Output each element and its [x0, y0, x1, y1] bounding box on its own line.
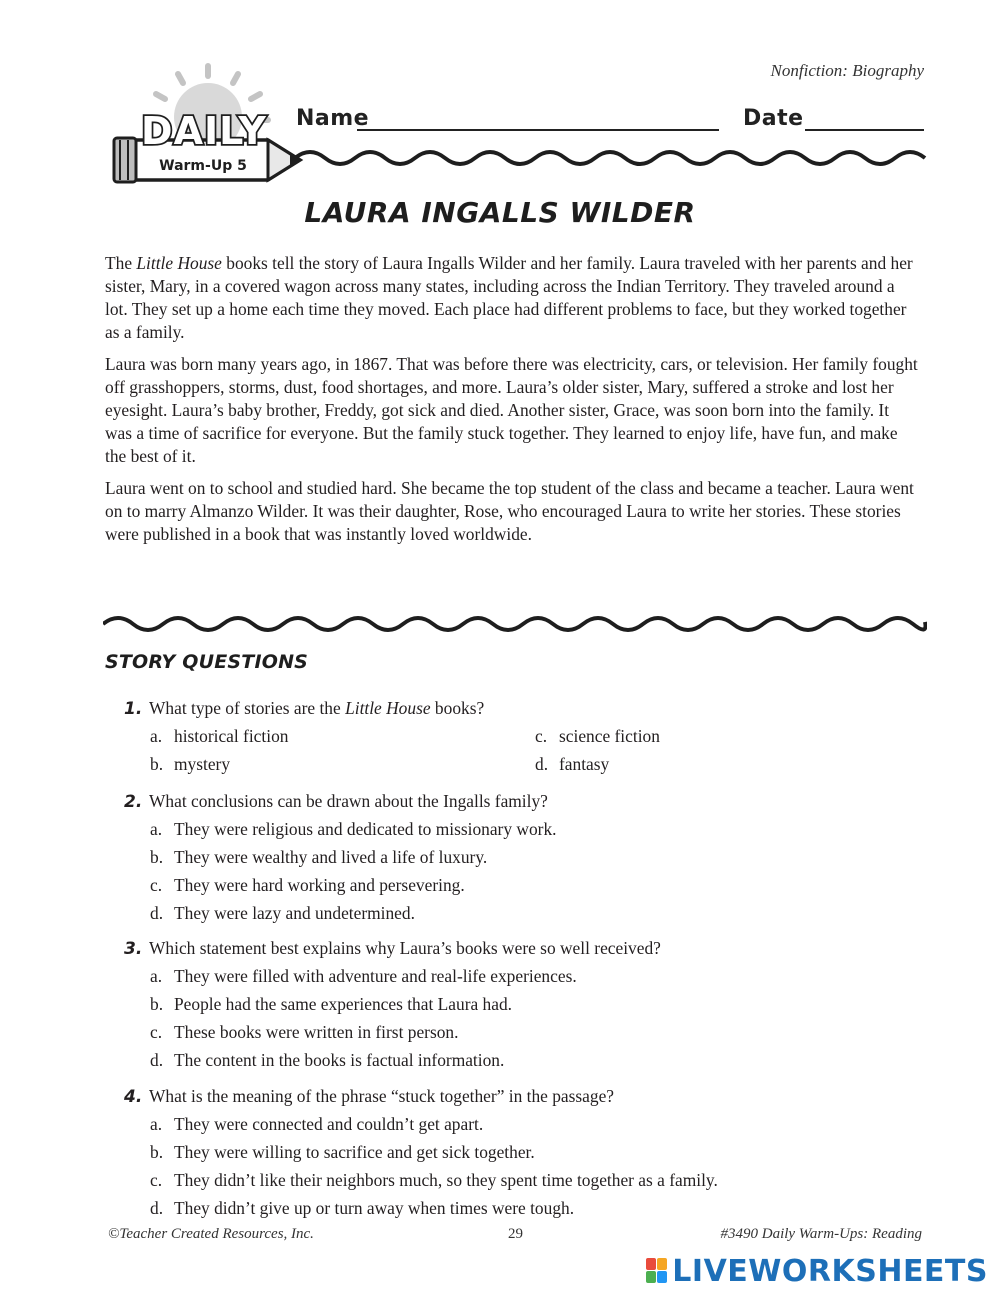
passage-paragraph-3: Laura went on to school and studied hard. She became the top student of the class and became a teacher. Laura went on to marry Almanzo Wilder. It was their daughter, Rose, who encouraged Laura to write her stories. These stories were published in a book that was instantly loved worldwide.	[105, 478, 914, 544]
answer-option[interactable]: c. They were hard working and persevering.	[150, 875, 465, 895]
daily-warmup-logo	[108, 62, 313, 187]
liveworksheets-logo[interactable]	[646, 1254, 988, 1289]
question-2	[124, 787, 924, 927]
page-number: 29	[508, 1226, 523, 1242]
footer-copyright: ©Teacher Created Resources, Inc.	[108, 1226, 314, 1242]
blocks-icon	[646, 1258, 668, 1284]
svg-text:DAILY: DAILY	[141, 109, 267, 153]
story-questions-title: STORY QUESTIONS	[105, 651, 309, 673]
question-1	[124, 694, 924, 778]
answer-option[interactable]: d. The content in the books is factual information.	[150, 1050, 505, 1070]
footer-book-title: #3490 Daily Warm-Ups: Reading	[720, 1226, 922, 1242]
answer-option[interactable]: c. science fiction	[535, 726, 660, 746]
date-label: Date	[743, 106, 804, 131]
answer-option[interactable]: b. They were willing to sacrifice and get sick together.	[150, 1142, 535, 1162]
question-stem: 3. Which statement best explains why Laura’s books were so well received?	[124, 938, 661, 959]
answer-option[interactable]: b. People had the same experiences that Laura had.	[150, 994, 513, 1014]
question-stem: 1. What type of stories are the Little House books?	[124, 698, 485, 719]
daily-logo-text	[141, 109, 267, 153]
answer-option[interactable]: a. historical fiction	[150, 726, 289, 746]
name-label: Name	[296, 106, 370, 131]
question-3	[124, 934, 924, 1074]
answer-option[interactable]: a. They were connected and couldn’t get apart.	[150, 1114, 484, 1134]
answer-option[interactable]: c. They didn’t like their neighbors much, so they spent time together as a family.	[150, 1170, 718, 1190]
genre-label: Nonfiction: Biography	[770, 61, 924, 80]
section-wave-divider	[103, 612, 927, 636]
answer-option[interactable]: c. These books were written in first person.	[150, 1022, 459, 1042]
answer-option[interactable]: a. They were religious and dedicated to missionary work.	[150, 819, 557, 839]
answer-option[interactable]: d. fantasy	[535, 754, 610, 774]
answer-option[interactable]: d. They didn’t give up or turn away when times were tough.	[150, 1198, 575, 1218]
liveworksheets-text: LIVEWORKSHEETS	[672, 1254, 988, 1289]
name-field[interactable]	[357, 129, 719, 131]
question-4	[124, 1082, 924, 1222]
logo-subtitle: Warm-Up 5	[159, 158, 247, 174]
passage-paragraph-1: The Little House books tell the story of Laura Ingalls Wilder and her family. Laura traveled with her parents and her sister, Mary, in a covered wagon across many states, including across the Indian Territory. They traveled around a lot. They set up a home each time they moved. Each place had different problems to face, but they worked together as a family.	[105, 253, 913, 342]
question-stem: 4. What is the meaning of the phrase “stuck together” in the passage?	[124, 1086, 615, 1107]
header-wave-divider	[295, 146, 927, 170]
date-field[interactable]	[805, 129, 924, 131]
passage-paragraph-2: Laura was born many years ago, in 1867. That was before there was electricity, cars, or television. Her family fought off grasshoppers, storms, dust, food shortages, and more. Laura’s older sister, Mary, suffered a stroke and lost her eyesight. Laura’s baby brother, Freddy, got sick and died. Another sister, Grace, was soon born into the family. It was a time of sacrifice for everyone. But the family stuck together. They learned to enjoy life, have fun, and make the best of it.	[105, 354, 918, 466]
answer-option[interactable]: d. They were lazy and undetermined.	[150, 903, 415, 923]
answer-option[interactable]: b. mystery	[150, 754, 231, 774]
answer-option[interactable]: b. They were wealthy and lived a life of luxury.	[150, 847, 488, 867]
page-title: LAURA INGALLS WILDER	[304, 196, 696, 229]
passage	[105, 252, 920, 555]
answer-option[interactable]: a. They were filled with adventure and real-life experiences.	[150, 966, 577, 986]
question-stem: 2. What conclusions can be drawn about the Ingalls family?	[124, 791, 548, 812]
